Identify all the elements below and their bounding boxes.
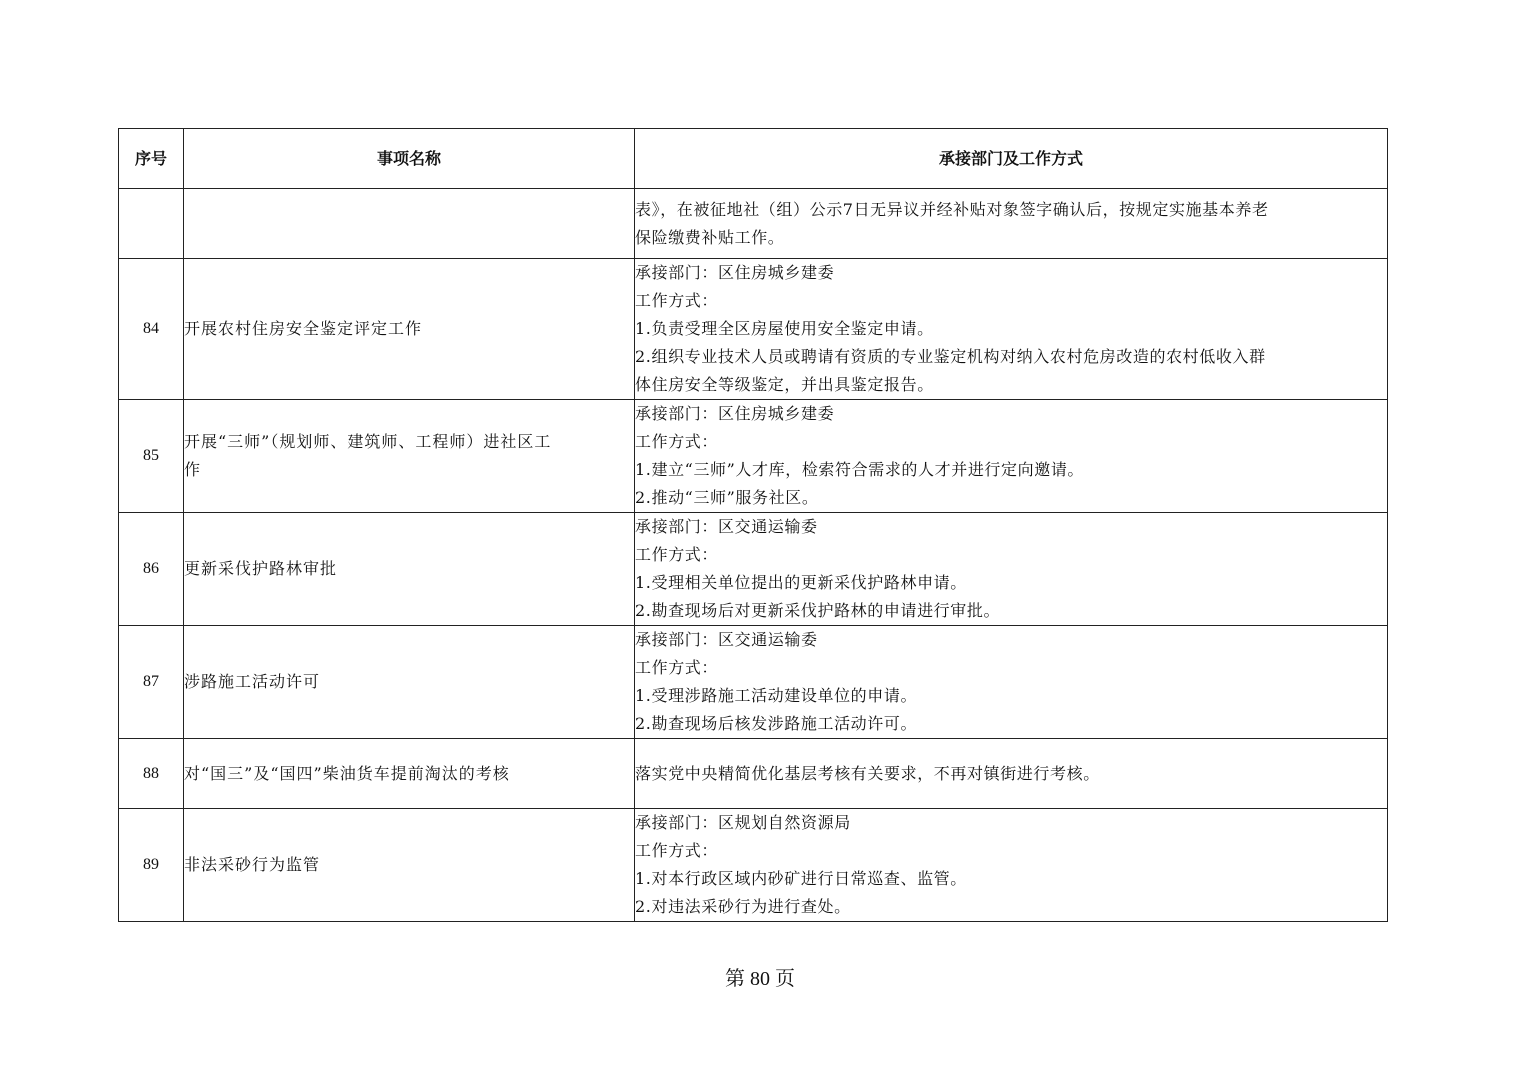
method-line: 工作方式： (635, 291, 719, 310)
name-line: 更新采伐护路林审批 (184, 559, 338, 578)
row-seq: 87 (119, 626, 184, 739)
method-line: 保险缴费补贴工作。 (635, 227, 785, 247)
name-line: 涉路施工活动许可 (184, 672, 321, 691)
name-line: 作 (184, 460, 202, 479)
table-row (119, 259, 1388, 400)
name-line: 开展农村住房安全鉴定评定工作 (184, 319, 423, 338)
method-line: 1.负责受理全区房屋使用安全鉴定申请。 (635, 319, 934, 338)
row-name (184, 400, 635, 513)
row-name (184, 809, 635, 922)
table-row (119, 189, 1388, 259)
row-method (635, 626, 1388, 739)
table-row (119, 626, 1388, 739)
method-line: 2.勘查现场后核发涉路施工活动许可。 (635, 714, 918, 733)
row-name (184, 259, 635, 400)
table-row (119, 513, 1388, 626)
header-name: 事项名称 (184, 129, 635, 189)
method-line: 工作方式： (635, 658, 719, 677)
row-seq: 88 (119, 739, 184, 809)
name-line: 开展“三师”（规划师、建筑师、工程师）进社区工 (184, 432, 552, 451)
page-number: 第 80 页 (725, 968, 795, 990)
row-method (635, 809, 1388, 922)
row-method (635, 513, 1388, 626)
row-name (184, 189, 635, 259)
row-seq: 84 (119, 259, 184, 400)
table-header-row (119, 129, 1388, 189)
name-line: 对“国三”及“国四”柴油货车提前淘汰的考核 (184, 763, 510, 783)
items-table (118, 128, 1388, 922)
header-seq: 序号 (119, 129, 184, 189)
row-seq: 89 (119, 809, 184, 922)
method-line: 1.受理相关单位提出的更新采伐护路林申请。 (635, 573, 967, 592)
method-line: 工作方式： (635, 545, 719, 564)
method-line: 1.建立“三师”人才库，检索符合需求的人才并进行定向邀请。 (635, 460, 1085, 479)
method-line: 工作方式： (635, 841, 719, 860)
table-row (119, 739, 1388, 809)
method-line: 承接部门：区交通运输委 (635, 517, 818, 536)
row-method (635, 259, 1388, 400)
row-method (635, 400, 1388, 513)
table-row (119, 809, 1388, 922)
method-line: 工作方式： (635, 432, 719, 451)
row-seq: 85 (119, 400, 184, 513)
method-line: 2.勘查现场后对更新采伐护路林的申请进行审批。 (635, 601, 1001, 620)
method-line: 2.推动“三师”服务社区。 (635, 488, 819, 507)
method-line: 落实党中央精简优化基层考核有关要求，不再对镇街进行考核。 (635, 763, 1100, 783)
row-name (184, 626, 635, 739)
method-line: 1.对本行政区域内砂矿进行日常巡查、监管。 (635, 869, 967, 888)
method-line: 承接部门：区交通运输委 (635, 630, 818, 649)
header-method: 承接部门及工作方式 (635, 129, 1388, 189)
row-name (184, 513, 635, 626)
method-line: 2.组织专业技术人员或聘请有资质的专业鉴定机构对纳入农村危房改造的农村低收入群 (635, 347, 1266, 366)
row-seq (119, 189, 184, 259)
method-line: 承接部门：区住房城乡建委 (635, 263, 835, 282)
row-method (635, 189, 1388, 259)
method-line: 表》，在被征地社（组）公示7日无异议并经补贴对象签字确认后，按规定实施基本养老 (635, 199, 1269, 219)
table-row (119, 400, 1388, 513)
method-line: 1.受理涉路施工活动建设单位的申请。 (635, 686, 918, 705)
row-seq: 86 (119, 513, 184, 626)
method-line: 承接部门：区住房城乡建委 (635, 404, 835, 423)
name-line: 非法采砂行为监管 (184, 855, 321, 874)
row-name (184, 739, 635, 809)
method-line: 体住房安全等级鉴定，并出具鉴定报告。 (635, 375, 934, 394)
row-method (635, 739, 1388, 809)
method-line: 2.对违法采砂行为进行查处。 (635, 897, 851, 916)
method-line: 承接部门：区规划自然资源局 (635, 813, 851, 832)
